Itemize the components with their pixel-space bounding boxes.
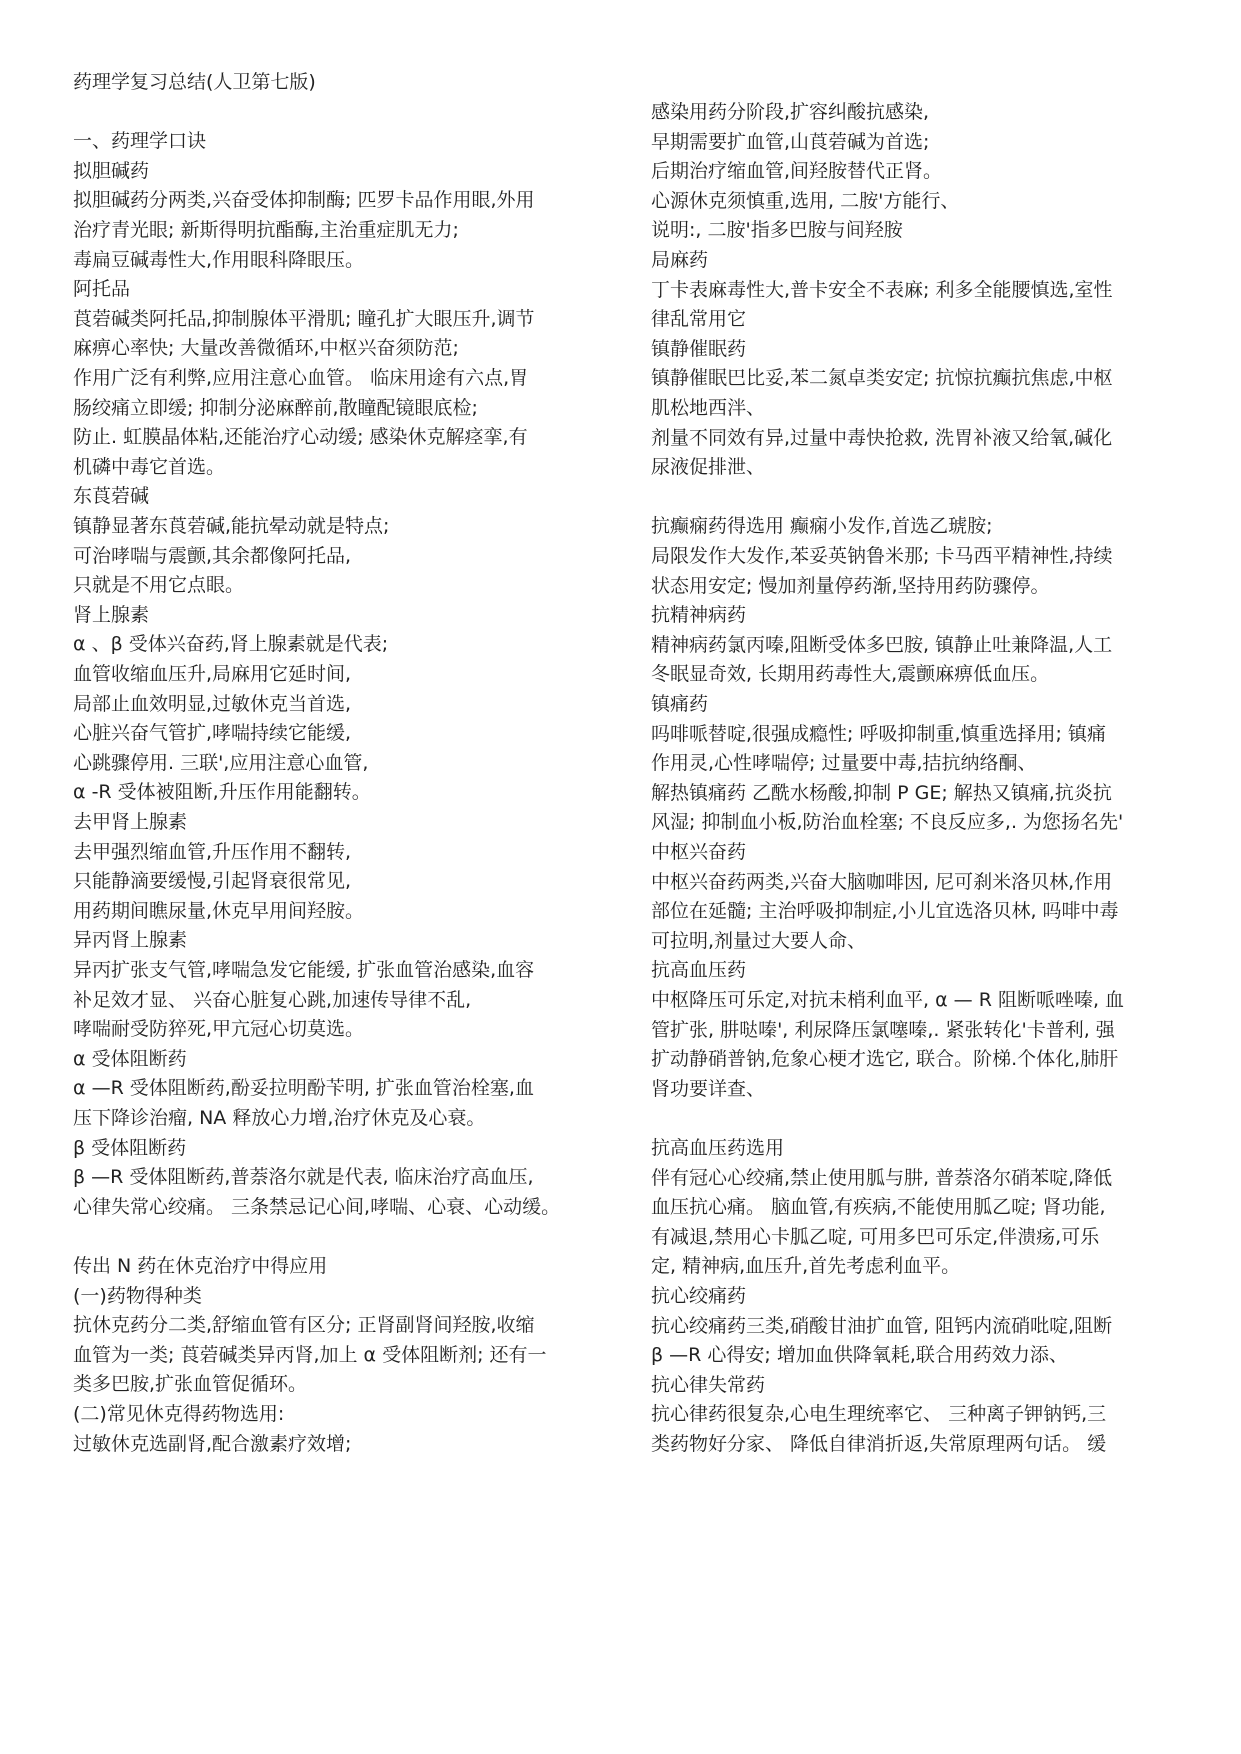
left_column-line: 心脏兴奋气管扩,哮喘持续它能缓, — [73, 722, 352, 745]
left_column-line: 肾上腺素 — [73, 603, 150, 626]
right_column-line: 抗心绞痛药三类,硝酸甘油扩血管, 阻钙内流硝吡啶,阻断 — [651, 1314, 1113, 1337]
left_column-line: β —R 受体阻断药,普萘洛尔就是代表, 临床治疗高血压, — [73, 1166, 534, 1189]
left_column-line: 用药期间瞧尿量,休克早用间羟胺。 — [73, 899, 365, 922]
left_column-line: 类多巴胺,扩张血管促循环。 — [73, 1373, 308, 1396]
left_column-line: α 受体阻断药 — [73, 1047, 187, 1070]
right_column-line: 肌松地西泮、 — [651, 397, 766, 419]
left_column-line: 心律失常心绞痛。 三条禁忌记心间,哮喘、心衰、心动缓。 — [73, 1195, 561, 1218]
right_column-line: 抗心律药很复杂,心电生理统率它、 三种离子钾钠钙,三 — [651, 1403, 1107, 1426]
right_column-line: 管扩张, 肼哒嗪', 利尿降压氯噻嗪,. 紧张转化'卡普利, 强 — [651, 1018, 1115, 1041]
left_column-line: 过敏休克选副肾,配合激素疗效增; — [73, 1432, 352, 1455]
right_column-line: 镇静催眠药 — [651, 337, 747, 360]
right_column-line: 血压抗心痛。 脑血管,有疾病,不能使用胍乙啶; 肾功能, — [651, 1196, 1106, 1219]
right_column-line: 部位在延髓; 主治呼吸抑制症,小儿宜选洛贝林, 吗啡中毒 — [651, 900, 1119, 923]
left_column-line: 东莨菪碱 — [73, 485, 150, 508]
left_column-line: 防止. 虹膜晶体粘,还能治疗心动缓; 感染休克解痉挛,有 — [73, 426, 528, 449]
left_column-line: 心跳骤停用. 三联',应用注意心血管, — [73, 751, 369, 774]
left_column-line: 血管为一类; 莨菪碱类异丙肾,加上 α 受体阻断剂; 还有一 — [73, 1343, 547, 1366]
right_column-line: 有减退,禁用心卡胍乙啶, 可用多巴可乐定,伴溃疡,可乐 — [651, 1225, 1100, 1248]
left_column-line: 只就是不用它点眼。 — [73, 574, 245, 597]
left_column-line: (一)药物得种类 — [73, 1284, 202, 1307]
right_column-line: 说明:, 二胺'指多巴胺与间羟胺 — [651, 219, 903, 242]
right_column-line: 镇静催眠巴比妥,苯二氮卓类安定; 抗惊抗癫抗焦虑,中枢 — [651, 367, 1113, 390]
left_column-line: 拟胆碱药分两类,兴奋受体抑制酶; 匹罗卡品作用眼,外用 — [73, 189, 535, 212]
right_column-line: 状态用安定; 慢加剂量停药渐,坚持用药防骤停。 — [651, 574, 1050, 597]
right_column-line: 肾功要详查、 — [651, 1077, 766, 1100]
left_column-line: 压下降诊治瘤, NA 释放心力增,治疗休克及心衰。 — [73, 1107, 486, 1129]
left_column-line: 机磷中毒它首选。 — [73, 455, 226, 478]
left_column-line: 异丙肾上腺素 — [73, 929, 188, 952]
left_column-line: 一、药理学口诀 — [73, 130, 207, 153]
right_column-line: 冬眠显奇效, 长期用药毒性大,震颤麻痹低血压。 — [651, 663, 1050, 686]
right_column-line: 风湿; 抑制血小板,防治血栓塞; 不良反应多,. 为您扬名先' — [651, 811, 1124, 834]
right_column-line: β —R 心得安; 增加血供降氧耗,联合用药效力添、 — [651, 1344, 1068, 1367]
right_column-line: 定, 精神病,血压升,首先考虑利血平。 — [651, 1255, 961, 1278]
right_column-line: 局麻药 — [651, 249, 709, 271]
left_column-line: 异丙扩张支气管,哮喘急发它能缓, 扩张血管治感染,血容 — [73, 959, 535, 981]
right_column-line: 抗精神病药 — [651, 604, 747, 627]
right_column-line: 类药物好分家、 降低自律消折返,失常原理两句话。 缓 — [651, 1433, 1107, 1455]
right_column-line: 尿液促排泄、 — [651, 456, 766, 479]
right_column-line: 剂量不同效有异,过量中毒快抢救, 洗胃补液又给氧,碱化 — [651, 426, 1113, 449]
right_column-line: 丁卡表麻毒性大,普卡安全不表麻; 利多全能腰慎选,室性 — [651, 278, 1113, 301]
right_column-line: 局限发作大发作,苯妥英钠鲁米那; 卡马西平精神性,持续 — [651, 545, 1113, 567]
left_column-line: 药理学复习总结(人卫第七版) — [73, 71, 316, 93]
right_column-line: 伴有冠心心绞痛,禁止使用胍与肼, 普萘洛尔硝苯啶,降低 — [651, 1166, 1113, 1189]
right_column-line: 精神病药氯丙嗪,阻断受体多巴胺, 镇静止吐兼降温,人工 — [651, 633, 1113, 656]
right_column-line: 镇痛药 — [651, 693, 709, 715]
right_column-line: 抗高血压药 — [651, 959, 747, 982]
right_column-line: 中枢兴奋药 — [651, 841, 747, 863]
right_column-line: 早期需要扩血管,山莨菪碱为首选; — [651, 130, 930, 153]
left_column-line: 可治哮喘与震颤,其余都像阿托品, — [73, 544, 352, 567]
left_column-line: 肠绞痛立即缓; 抑制分泌麻醉前,散瞳配镜眼底检; — [73, 396, 478, 419]
right_column-line: 抗心律失常药 — [651, 1373, 766, 1396]
left_column-line: 哮喘耐受防猝死,甲亢冠心切莫选。 — [73, 1018, 365, 1041]
left_column-line: 血管收缩血压升,局麻用它延时间, — [73, 663, 352, 685]
left_column-line: 麻痹心率快; 大量改善微循环,中枢兴奋须防范; — [73, 337, 459, 360]
right_column-line: 后期治疗缩血管,间羟胺替代正肾。 — [651, 160, 943, 183]
left_column-line: 阿托品 — [73, 278, 131, 301]
left_column-line: α —R 受体阻断药,酚妥拉明酚苄明, 扩张血管治栓塞,血 — [73, 1077, 534, 1100]
right_column-line: 中枢兴奋药两类,兴奋大脑咖啡因, 尼可刹米洛贝林,作用 — [651, 870, 1113, 893]
left_column-line: 拟胆碱药 — [73, 159, 150, 182]
left_column-line: 镇静显著东莨菪碱,能抗晕动就是特点; — [73, 515, 390, 537]
right_column-line: 抗高血压药选用 — [651, 1137, 785, 1159]
left_column-line: 只能静滴要缓慢,引起肾衰很常见, — [73, 870, 352, 893]
left_column-line: 去甲肾上腺素 — [73, 811, 188, 833]
right_column-line: 抗心绞痛药 — [651, 1285, 747, 1307]
right_column-line: 感染用药分阶段,扩容纠酸抗感染, — [651, 101, 930, 123]
left_column-line: α -R 受体被阻断,升压作用能翻转。 — [73, 781, 371, 804]
left_column-line: 治疗青光眼; 新斯得明抗酯酶,主治重症肌无力; — [73, 219, 459, 241]
right_column-line: 中枢降压可乐定,对抗未梢利血平, α — R 阻断哌唑嗪, 血 — [651, 989, 1125, 1011]
left_column-line: 抗休克药分二类,舒缩血管有区分; 正肾副肾间羟胺,收缩 — [73, 1314, 535, 1337]
left_column-line: 毒扁豆碱毒性大,作用眼科降眼压。 — [73, 248, 365, 271]
right_column-line: 吗啡哌替啶,很强成瘾性; 呼吸抑制重,慎重选择用; 镇痛 — [651, 722, 1106, 745]
left_column-line: (二)常见休克得药物选用: — [73, 1403, 285, 1425]
left_column-line: 传出 N 药在休克治疗中得应用 — [73, 1255, 328, 1277]
right_column-line: 律乱常用它 — [651, 308, 747, 331]
left_column-line: 去甲强烈缩血管,升压作用不翻转, — [73, 840, 352, 863]
left_column-line: 补足效才显、 兴奋心脏复心跳,加速传导律不乱, — [73, 988, 472, 1011]
left_column-line: α 、β 受体兴奋药,肾上腺素就是代表; — [73, 633, 389, 656]
right_column-line: 心源休克须慎重,选用, 二胺'方能行、 — [651, 189, 960, 212]
right_column-line: 抗癫痫药得选用 癫痫小发作,首选乙琥胺; — [651, 515, 993, 538]
right_column-line: 可拉明,剂量过大要人命、 — [651, 929, 867, 952]
left_column-line: β 受体阻断药 — [73, 1136, 187, 1159]
right_column-line: 解热镇痛药 乙酰水杨酸,抑制 P GE; 解热又镇痛,抗炎抗 — [651, 781, 1112, 804]
left_column-line: 局部止血效明显,过敏休克当首选, — [73, 692, 352, 715]
right_column-line: 作用灵,心性哮喘停; 过量要中毒,拮抗纳络酮、 — [651, 752, 1037, 775]
left_column-line: 莨菪碱类阿托品,抑制腺体平滑肌; 瞳孔扩大眼压升,调节 — [73, 307, 535, 330]
left_column-line: 作用广泛有利弊,应用注意心血管。 临床用途有六点,胃 — [73, 367, 529, 389]
right_column-line: 扩动静硝普钠,危象心梗才选它, 联合。阶梯.个体化,肺肝 — [651, 1048, 1119, 1071]
